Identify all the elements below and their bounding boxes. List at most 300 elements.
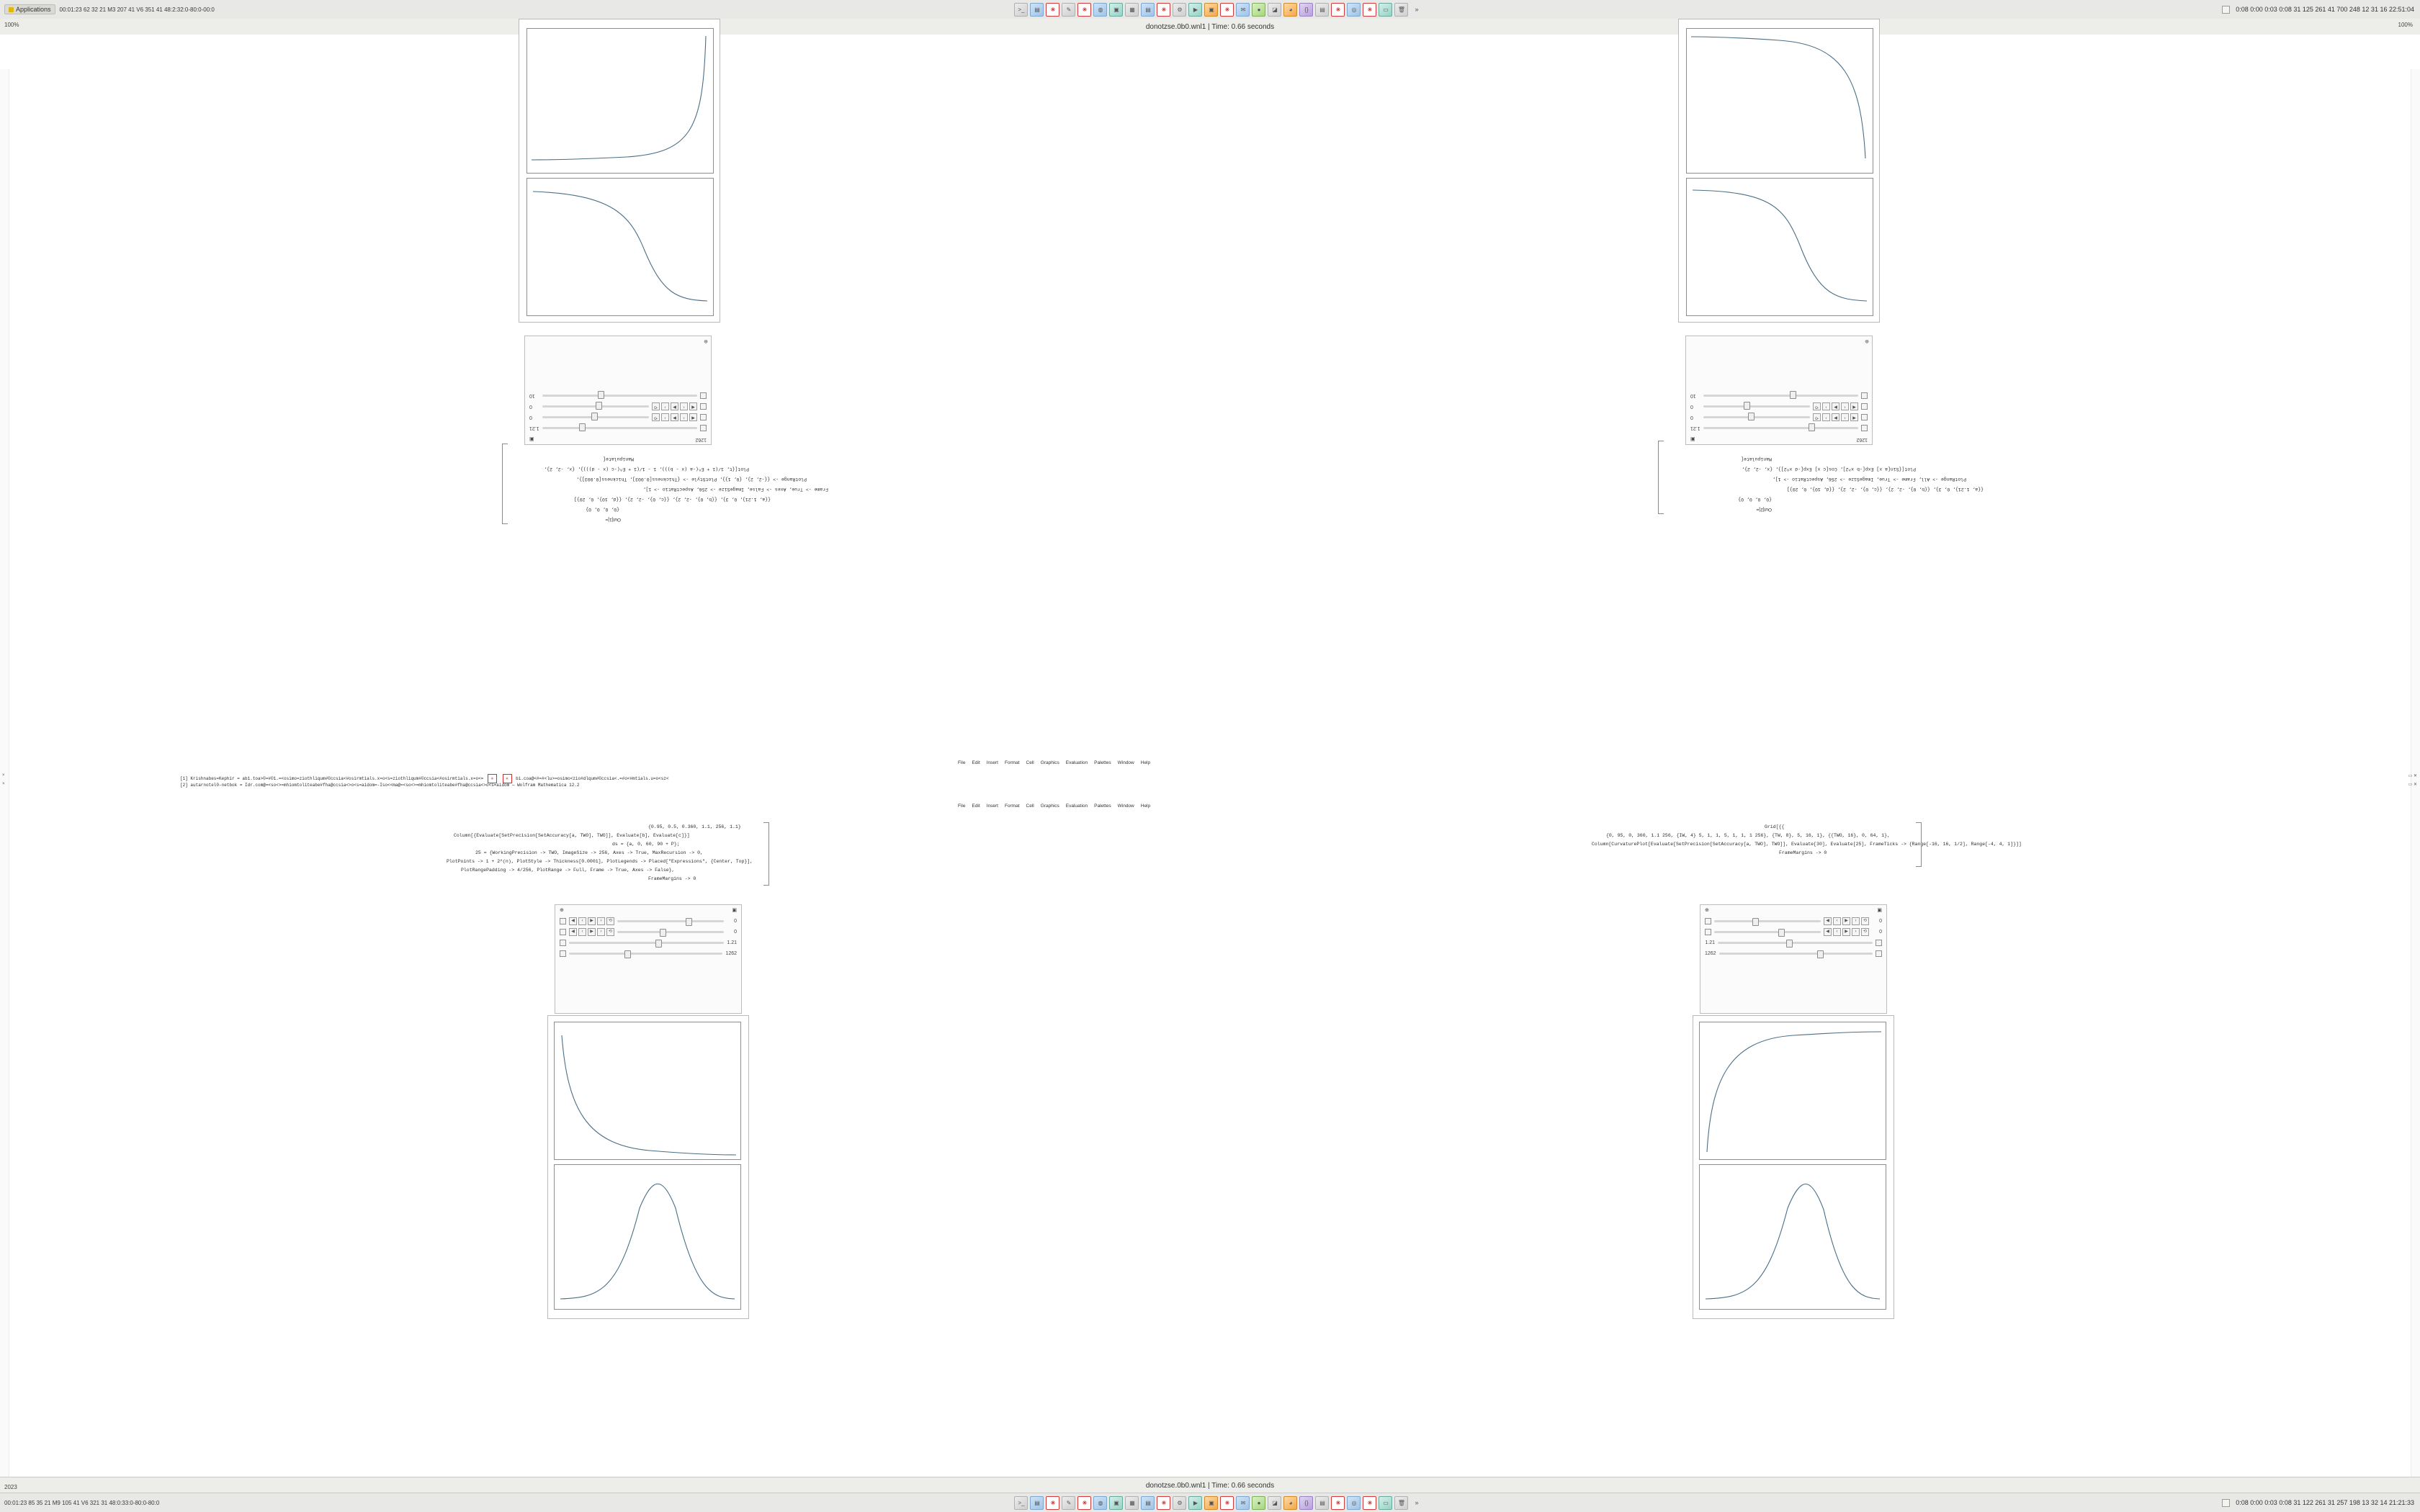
- play-back-icon[interactable]: ◀: [689, 413, 697, 421]
- alert-badge-icon-1[interactable]: ✳: [488, 774, 497, 783]
- slider-value-c: 0: [529, 404, 532, 409]
- code-icon-bottom[interactable]: {}: [1299, 1496, 1313, 1510]
- slider-label-c: 1.21: [1705, 940, 1715, 945]
- manipulate-row[interactable]: [1690, 413, 1868, 422]
- manipulate-row[interactable]: [1690, 402, 1868, 411]
- code-line: PlotRangePadding -> 4/256, PlotRange -> Full, Frame -> True, Axes -> False},: [461, 868, 675, 873]
- slider-a[interactable]: [617, 920, 724, 922]
- playback-controls-2[interactable]: [569, 928, 614, 936]
- center-code-text-1b: bi.coa@<#=#<lu>=osimo<zio#dlqum#©ccsia<.=#o<#mtials.u=o<sz<: [516, 776, 669, 782]
- plot-bottom-left-2: [554, 1164, 741, 1310]
- manipulate-menu-icon[interactable]: ⊕: [704, 338, 708, 343]
- step-forward-icon[interactable]: ›: [1822, 413, 1830, 421]
- step-forward-icon[interactable]: ›: [1822, 402, 1830, 410]
- graphics-output-bottom-right: [1693, 1015, 1894, 1319]
- row-toggle-icon[interactable]: [700, 403, 707, 410]
- calculator-icon[interactable]: ▦: [1125, 3, 1139, 17]
- menu-item-edit[interactable]: Edit: [972, 760, 980, 765]
- code-line: FrameMargins -> 0: [648, 876, 696, 881]
- code-line: Plot[{t, 1/(1 + E^(-a (x - b))), 1 - 1/(1 + E^(-c (x - d)))}, {x, -2, 2},: [544, 467, 749, 472]
- monitor-icon-bottom[interactable]: ▤: [1315, 1496, 1329, 1510]
- step-back-icon[interactable]: ‹: [578, 928, 586, 936]
- slider-b[interactable]: [542, 416, 649, 418]
- playback-controls[interactable]: [1813, 413, 1858, 421]
- slider-value-c: 0: [1690, 404, 1693, 409]
- slider-d[interactable]: [1703, 395, 1858, 397]
- slider-knob[interactable]: [598, 391, 604, 399]
- menu-item-format[interactable]: Format: [1004, 760, 1020, 765]
- notebook-quadrant-bottom-right: [1585, 819, 2022, 1475]
- slider-b[interactable]: [617, 931, 724, 933]
- slider-knob[interactable]: [1809, 423, 1815, 431]
- paint-icon-bottom[interactable]: ◕: [1283, 1496, 1297, 1510]
- row-toggle-icon[interactable]: [700, 392, 707, 399]
- manipulate-row[interactable]: [529, 402, 707, 411]
- slider-knob[interactable]: [660, 929, 666, 937]
- manipulate-row[interactable]: [560, 917, 737, 926]
- row-toggle-icon[interactable]: [700, 425, 707, 431]
- menu-item-cell[interactable]: Cell: [1026, 760, 1034, 765]
- reset-icon[interactable]: ⟲: [652, 413, 660, 421]
- taskbar-overflow-button[interactable]: »: [1415, 6, 1419, 13]
- image-viewer-icon[interactable]: ▣: [1109, 3, 1123, 17]
- plot-curve-bell-inverted: [1687, 179, 1873, 315]
- terminal-icon[interactable]: >_: [1014, 3, 1028, 17]
- menu2-item-evaluation[interactable]: Evaluation: [1065, 804, 1088, 809]
- slider-knob[interactable]: [596, 402, 602, 410]
- row-toggle-icon[interactable]: [1861, 414, 1868, 420]
- mathematica-icon-3[interactable]: ✳: [1157, 3, 1170, 17]
- reset-icon[interactable]: ⟲: [606, 928, 614, 936]
- step-back-icon[interactable]: ‹: [680, 402, 688, 410]
- manipulate-row[interactable]: [1690, 423, 1868, 433]
- slider-value-d: 1262: [725, 951, 737, 956]
- slider-value-a: 0: [734, 919, 737, 924]
- taskbar-right-group-bottom: [1867, 1499, 2420, 1507]
- clock-bottom: 0:08 0:00 0:03 0:08 31 122 261 31 257 198 13 32 14 21:21:33: [2236, 1499, 2414, 1506]
- code-line: PlotPoints -> 1 + 2^(n), PlotStyle -> Thickness[0.0001], PlotLegends -> Placed["Expressions", {Center, Top}],: [447, 859, 753, 864]
- slider-knob[interactable]: [686, 918, 692, 926]
- applications-menu-icon: [9, 7, 14, 12]
- plot-icon-bottom[interactable]: ◪: [1268, 1496, 1281, 1510]
- taskbar-left-group-bottom: [0, 1500, 566, 1506]
- slider-b[interactable]: [1703, 416, 1810, 418]
- row-toggle-icon[interactable]: [1705, 918, 1711, 924]
- step-back-icon[interactable]: ‹: [578, 917, 586, 925]
- system-taskbar-bottom: [0, 1493, 2420, 1512]
- step-forward-icon[interactable]: ›: [597, 917, 605, 925]
- manipulate-row[interactable]: [529, 413, 707, 422]
- slider-a[interactable]: [1714, 920, 1821, 922]
- plot-bottom-right-1: [1699, 1022, 1886, 1160]
- media-icon[interactable]: ▶: [1188, 3, 1202, 17]
- play-icon[interactable]: ▶: [671, 402, 678, 410]
- plot-bottom-left-1: [554, 1022, 741, 1160]
- mathematica-icon-4-bottom[interactable]: ✳: [1220, 1496, 1234, 1510]
- manipulate-row[interactable]: [1705, 917, 1882, 926]
- out-label: Out[2]=: [1756, 507, 1772, 512]
- manipulate-row[interactable]: [1705, 938, 1882, 948]
- alert-badge-icon-2[interactable]: ✳: [503, 774, 512, 783]
- slider-knob[interactable]: [1752, 918, 1759, 926]
- plot-curve-ramp-up: [1700, 1022, 1886, 1159]
- play-back-icon[interactable]: ◀: [1824, 928, 1832, 936]
- notebook-canvas: [0, 35, 2420, 1477]
- slider-knob[interactable]: [1786, 940, 1793, 948]
- mathematica-icon-6[interactable]: ✳: [1363, 3, 1376, 17]
- notebook-quadrant-top-right: [1585, 42, 1988, 726]
- playback-controls-2[interactable]: [652, 402, 697, 410]
- slider-b[interactable]: [1714, 931, 1821, 933]
- code-line: {0, 0, 0, 0}: [1738, 497, 1772, 502]
- play-icon[interactable]: ▶: [1832, 402, 1839, 410]
- folder-icon[interactable]: ▭: [1379, 3, 1392, 17]
- notebook-quadrant-bottom-left: [432, 819, 835, 1475]
- playback-controls-2[interactable]: [1813, 402, 1858, 410]
- step-forward-icon[interactable]: ›: [661, 413, 669, 421]
- row-toggle-icon[interactable]: [560, 940, 566, 946]
- manipulate-row[interactable]: [1705, 927, 1882, 937]
- mail-icon[interactable]: ✉: [1236, 3, 1250, 17]
- row-toggle-icon[interactable]: [1861, 425, 1868, 431]
- manipulate-row[interactable]: [560, 938, 737, 948]
- slider-c[interactable]: [542, 405, 649, 408]
- manipulate-panel-top-left[interactable]: [524, 336, 712, 445]
- notebook-quadrant-top-left: [432, 42, 835, 726]
- slider-knob[interactable]: [1748, 413, 1754, 420]
- applications-menu-button[interactable]: [4, 4, 55, 14]
- slider-c[interactable]: [1703, 405, 1810, 408]
- center-code-text-2: [2] autarnotel0-netbok = Idr.com@=<so<>=mhiomtoliteabe#fha@ccsia<>o<s=aidom=-Iso<<ma@=<so<>=mhiomtoliteabe#fha@ccsia<>o<s=aidom — Wolfram Mathematica 12.2: [180, 783, 580, 788]
- out-label: Out[1]=: [605, 517, 621, 522]
- paint-icon[interactable]: ◕: [1283, 3, 1297, 17]
- system-taskbar-top: [0, 0, 2420, 19]
- notes-icon-bottom[interactable]: ▤: [1141, 1496, 1155, 1510]
- manipulate-panel-top-right[interactable]: [1685, 336, 1873, 445]
- manipulate-close-icon-bottom-left[interactable]: ▣: [732, 908, 737, 913]
- code-icon[interactable]: {}: [1299, 3, 1313, 17]
- reset-icon[interactable]: ⟲: [1861, 928, 1869, 936]
- tray-square-icon-bottom[interactable]: [2222, 1499, 2230, 1507]
- media-icon-bottom[interactable]: ▶: [1188, 1496, 1202, 1510]
- graphics-output-top-left: [519, 19, 720, 323]
- slider-value-a: 1.21: [529, 426, 539, 431]
- row-toggle-icon[interactable]: [560, 950, 566, 957]
- code-line: PlotRange -> {{-2, 2}, {0, 1}}, PlotStyle -> {Thickness[0.003], Thickness[0.003]},: [576, 477, 807, 482]
- manipulate-panel-bottom-left[interactable]: [555, 904, 742, 1014]
- slider-value-a: 1.21: [1690, 426, 1700, 431]
- row-toggle-icon[interactable]: [560, 918, 566, 924]
- cell-bracket[interactable]: [1658, 441, 1664, 514]
- files-icon[interactable]: ▤: [1030, 3, 1044, 17]
- archive-icon-bottom[interactable]: ▣: [1204, 1496, 1218, 1510]
- window-control-right-1[interactable]: ▭ ✕: [2408, 774, 2417, 778]
- menu2-item-help[interactable]: Help: [1140, 804, 1151, 809]
- menu2-item-window[interactable]: Window: [1117, 804, 1134, 809]
- menu-item-file[interactable]: File: [958, 760, 966, 765]
- row-toggle-icon[interactable]: [1861, 403, 1868, 410]
- plot-top-left-1: [526, 178, 714, 316]
- monitor-icon[interactable]: ▤: [1315, 3, 1329, 17]
- code-line: 25 = {WorkingPrecision -> TWO, ImageSize -> 256, Axes -> True, MaxRecursion -> 0,: [475, 850, 703, 855]
- manipulate-close-icon-top-left[interactable]: ▣: [529, 436, 534, 441]
- row-toggle-icon[interactable]: [1705, 929, 1711, 935]
- play-back-icon[interactable]: ◀: [1824, 917, 1832, 925]
- calculator-icon-bottom[interactable]: ▦: [1125, 1496, 1139, 1510]
- plot-bottom-right-2: [1699, 1164, 1886, 1310]
- code-line: Column[CurvaturePlot[Evaluate[SetPrecision[SetAccuracy[a, TWO], TWO]], Evaluate[30], Evaluate[25], FrameTicks -> {Range[-16, 16, 1/2], Range[-4, 4, 1]}]]: [1592, 842, 2022, 847]
- play-icon[interactable]: ▶: [588, 917, 596, 925]
- mathematica-icon-2[interactable]: ✳: [1077, 3, 1091, 17]
- manipulate-gear-icon-bottom-left[interactable]: ⊕: [560, 908, 564, 913]
- mathematica-icon[interactable]: ✳: [1046, 3, 1059, 17]
- window-control-right-2[interactable]: ▭ ✕: [2408, 783, 2417, 787]
- play-icon[interactable]: ▶: [671, 413, 678, 421]
- mathematica-icon-5-bottom[interactable]: ✳: [1331, 1496, 1345, 1510]
- slider-c[interactable]: [1718, 942, 1873, 944]
- play-back-icon[interactable]: ◀: [1850, 402, 1858, 410]
- manipulate-gear-icon-bottom-right[interactable]: ⊕: [1705, 908, 1709, 913]
- slider-a[interactable]: [1703, 427, 1858, 429]
- menu-bar-top[interactable]: [958, 760, 1150, 765]
- menu-item-help[interactable]: Help: [1140, 760, 1151, 765]
- plot-top-right-1: [1686, 178, 1873, 316]
- trash-icon-bottom[interactable]: 🗑: [1394, 1496, 1408, 1510]
- window-title-top: donotzse.0b0.wnl1 | Time: 0.66 seconds: [1145, 22, 1275, 31]
- mathematica-icon-2-bottom[interactable]: ✳: [1077, 1496, 1091, 1510]
- code-line: FrameMargins -> 0: [1779, 850, 1827, 855]
- chat-icon[interactable]: ●: [1252, 3, 1265, 17]
- play-back-icon[interactable]: ◀: [1850, 413, 1858, 421]
- menu2-item-format[interactable]: Format: [1004, 804, 1020, 809]
- manipulate-row[interactable]: [560, 927, 737, 937]
- plot-curve-decay: [1687, 29, 1873, 173]
- code-line: {0, 95, 0, 360, 1.1 256, {IW, 4} 5, 1, 1, 5, 1, 1, 1 256}, {TW, 8}, 5, 16, 1}, {{TWO, 16}, 0, 64, 1},: [1606, 833, 1890, 838]
- plot-curve-exp-decay: [555, 1022, 740, 1159]
- image-viewer-icon-bottom[interactable]: ▣: [1109, 1496, 1123, 1510]
- taskbar-left-group: [0, 4, 566, 14]
- manipulate-row[interactable]: [560, 949, 737, 958]
- window-titlebar-top: [0, 19, 2420, 35]
- taskbar-right-group: [1867, 6, 2420, 14]
- slider-knob[interactable]: [591, 413, 598, 420]
- menu-item-evaluation[interactable]: Evaluation: [1065, 760, 1088, 765]
- slider-value-d: 10: [1690, 393, 1696, 398]
- slider-c[interactable]: [569, 942, 724, 944]
- cell-bracket[interactable]: [1916, 822, 1922, 867]
- plot-curve-sigmoid-rise: [1700, 1165, 1886, 1309]
- slider-value-b: 0: [1690, 415, 1693, 420]
- manipulate-close-icon-top-right[interactable]: ▣: [1690, 436, 1695, 441]
- code-line: Frame -> True, Axes -> False, ImageSize -> 256, AspectRatio -> 1],: [642, 487, 828, 492]
- manipulate-panel-bottom-right[interactable]: [1700, 904, 1887, 1014]
- tray-square-icon[interactable]: [2222, 6, 2230, 14]
- graphics-output-top-right: [1678, 19, 1880, 323]
- step-back-icon[interactable]: ‹: [1841, 413, 1849, 421]
- notes-icon[interactable]: ▤: [1141, 3, 1155, 17]
- row-toggle-icon[interactable]: [560, 929, 566, 935]
- slider-value-a: 0: [1879, 919, 1882, 924]
- menu-item-palettes[interactable]: Palettes: [1094, 760, 1111, 765]
- slider-knob[interactable]: [655, 940, 662, 948]
- chat-icon-bottom[interactable]: ●: [1252, 1496, 1265, 1510]
- mathematica-icon-5[interactable]: ✳: [1331, 3, 1345, 17]
- plot-top-right-2: [1686, 28, 1873, 174]
- slider-knob[interactable]: [1778, 929, 1785, 937]
- slider-a[interactable]: [542, 427, 697, 429]
- step-back-icon[interactable]: ‹: [1833, 917, 1841, 925]
- slider-value-c: 1.21: [727, 940, 737, 945]
- center-code-line-2[interactable]: [180, 783, 580, 788]
- slider-knob[interactable]: [1744, 402, 1750, 410]
- code-line: {0, 0, 0, 0}: [586, 507, 619, 512]
- play-icon[interactable]: ▶: [1842, 928, 1850, 936]
- code-line: {{a, 1.21}, 0, 3}, {{b, 0}, -2, 2}, {{c, 0}, -2, 2}, {{d, 10}, 0, 20}]: [1786, 487, 1984, 492]
- text-editor-icon-bottom[interactable]: ✎: [1062, 1496, 1075, 1510]
- code-line: {0.95, 0.5, 0.360, 1.1, 256, 1.1}: [648, 824, 741, 829]
- plot-curve-gaussian: [555, 1165, 740, 1309]
- reset-icon[interactable]: ⟲: [652, 402, 660, 410]
- plot-curve-sigmoid-falling: [527, 179, 713, 315]
- slider-knob[interactable]: [624, 950, 631, 958]
- code-line: Grid[{{: [1765, 824, 1785, 829]
- system-status-left: 00:01:23 62 32 21 M3 207 41 V6 351 41 48:2:32:0-80:0-00:0: [59, 6, 215, 13]
- window-titlebar-bottom: [0, 1477, 2420, 1493]
- menu-item-window[interactable]: Window: [1117, 760, 1134, 765]
- corner-label-top-left: 100%: [4, 22, 19, 28]
- mathematica-icon-4[interactable]: ✳: [1220, 3, 1234, 17]
- row-toggle-icon[interactable]: [1861, 392, 1868, 399]
- step-forward-icon[interactable]: ›: [597, 928, 605, 936]
- mathematica-icon-6-bottom[interactable]: ✳: [1363, 1496, 1376, 1510]
- cell-bracket[interactable]: [502, 444, 508, 524]
- menu2-item-file[interactable]: File: [958, 804, 966, 809]
- mail-icon-bottom[interactable]: ✉: [1236, 1496, 1250, 1510]
- mathematica-icon-3-bottom[interactable]: ✳: [1157, 1496, 1170, 1510]
- system-status-bottom: 00:01:23 85 35 21 M9 105 41 V6 321 31 48:0:33:0-80:0-80:0: [4, 1499, 160, 1506]
- trash-icon[interactable]: 🗑: [1394, 3, 1408, 17]
- files-icon-bottom[interactable]: ▤: [1030, 1496, 1044, 1510]
- slider-value-b: 0: [734, 930, 737, 935]
- reset-icon[interactable]: ⟲: [606, 917, 614, 925]
- terminal-icon-bottom[interactable]: >_: [1014, 1496, 1028, 1510]
- close-marker-1[interactable]: ×: [2, 773, 5, 778]
- play-back-icon[interactable]: ◀: [569, 928, 577, 936]
- playback-controls[interactable]: [569, 917, 614, 925]
- cell-bracket[interactable]: [763, 822, 769, 886]
- playback-controls-2[interactable]: [1824, 928, 1869, 936]
- slider-value-d: 10: [529, 393, 535, 398]
- manipulate-close-icon-bottom-right[interactable]: ▣: [1877, 908, 1882, 913]
- menu2-item-graphics[interactable]: Graphics: [1040, 804, 1059, 809]
- menu2-item-edit[interactable]: Edit: [972, 804, 980, 809]
- code-line: ds = {a, 0, 60, 90 + P};: [612, 842, 680, 847]
- step-back-icon[interactable]: ‹: [1841, 402, 1849, 410]
- window-title-bottom: donotzse.0b0.wnl1 | Time: 0.66 seconds: [1145, 1481, 1275, 1490]
- step-back-icon[interactable]: ‹: [680, 413, 688, 421]
- plot-icon[interactable]: ◪: [1268, 3, 1281, 17]
- reset-icon[interactable]: ⟲: [1813, 402, 1821, 410]
- taskbar-icons-bottom: [566, 1496, 1867, 1510]
- browser-icon-bottom[interactable]: ◍: [1093, 1496, 1107, 1510]
- corner-label-top-right: 100%: [2398, 22, 2413, 28]
- playback-controls[interactable]: [1824, 917, 1869, 925]
- play-icon[interactable]: ▶: [1832, 413, 1839, 421]
- menu2-item-cell[interactable]: Cell: [1026, 804, 1034, 809]
- play-back-icon[interactable]: ◀: [569, 917, 577, 925]
- center-interaction-band: [0, 760, 2420, 816]
- clock-top: 0:08 0:00 0:03 0:08 31 125 261 41 700 248 12 31 16 22:51:04: [2236, 6, 2414, 13]
- folder-icon-bottom[interactable]: ▭: [1379, 1496, 1392, 1510]
- slider-d[interactable]: [1719, 953, 1873, 955]
- menu2-item-insert[interactable]: Insert: [986, 804, 998, 809]
- menu-item-insert[interactable]: Insert: [986, 760, 998, 765]
- step-forward-icon[interactable]: ›: [1852, 917, 1860, 925]
- play-icon[interactable]: ▶: [1842, 917, 1850, 925]
- manipulate-row[interactable]: [529, 391, 707, 400]
- text-editor-icon[interactable]: ✎: [1062, 3, 1075, 17]
- slider-knob[interactable]: [1790, 391, 1796, 399]
- slider-value-b: 0: [529, 415, 532, 420]
- slider-knob[interactable]: [579, 423, 586, 431]
- slider-knob[interactable]: [1817, 950, 1824, 958]
- manipulate-row[interactable]: [1690, 391, 1868, 400]
- code-line: Manipulate[: [1741, 456, 1772, 462]
- slider-d[interactable]: [569, 953, 722, 955]
- row-toggle-icon[interactable]: [1876, 940, 1882, 946]
- step-forward-icon[interactable]: ›: [661, 402, 669, 410]
- play-icon[interactable]: ▶: [588, 928, 596, 936]
- menu2-item-palettes[interactable]: Palettes: [1094, 804, 1111, 809]
- taskbar-icons-top: [566, 3, 1867, 17]
- browser-icon[interactable]: ◍: [1093, 3, 1107, 17]
- plot-top-left-2: [526, 28, 714, 174]
- settings-icon[interactable]: ⚙: [1173, 3, 1186, 17]
- archive-icon[interactable]: ▣: [1204, 3, 1218, 17]
- corner-label-bottom-left: 2023: [4, 1484, 17, 1490]
- manipulate-title-top-left: 1262: [695, 437, 707, 442]
- play-back-icon[interactable]: ◀: [689, 402, 697, 410]
- reset-icon[interactable]: ⟲: [1813, 413, 1821, 421]
- taskbar-overflow-button-bottom[interactable]: »: [1415, 1499, 1419, 1506]
- close-marker-2[interactable]: ×: [2, 782, 5, 786]
- playback-controls[interactable]: [652, 413, 697, 421]
- slider-d[interactable]: [542, 395, 697, 397]
- row-toggle-icon[interactable]: [1876, 950, 1882, 957]
- center-code-text-1: [1] Krishnabes=Kephir = ab1.toa>©=#©1.=<osimo=ziothliqum#©ccsia<#osirmtials.x=o<s=ziothliqum#©ccsia<#osirmtials.x=o<=: [180, 776, 484, 782]
- code-line: Column[{Evaluate[SetPrecision[SetAccuracy[a, TWO], TWO]], Evaluate[b], Evaluate[c]}]: [454, 833, 690, 838]
- manipulate-row[interactable]: [1705, 949, 1882, 958]
- step-back-icon[interactable]: ‹: [1833, 928, 1841, 936]
- menu-bar-bottom[interactable]: [958, 804, 1150, 809]
- plot-curve-saturating-rise: [527, 29, 713, 173]
- manipulate-menu-icon[interactable]: ⊕: [1865, 338, 1869, 343]
- disk-icon-bottom[interactable]: ◎: [1347, 1496, 1361, 1510]
- code-line: {{a, 1.21}, 0, 3}, {{b, 0}, -2, 2}, {{c, 0}, -2, 2}, {{d, 10}, 0, 20}]: [573, 497, 771, 502]
- step-forward-icon[interactable]: ›: [1852, 928, 1860, 936]
- graphics-output-bottom-left: [547, 1015, 749, 1319]
- reset-icon[interactable]: ⟲: [1861, 917, 1869, 925]
- disk-icon[interactable]: ◎: [1347, 3, 1361, 17]
- code-line: Plot[{Sin[a x] Exp[-b x^2], Cos[c x] Exp[-d x^2]}, {x, -2, 2},: [1742, 467, 1916, 472]
- row-toggle-icon[interactable]: [700, 414, 707, 420]
- menu-item-graphics[interactable]: Graphics: [1040, 760, 1059, 765]
- manipulate-row[interactable]: [529, 423, 707, 433]
- code-line: Manipulate[: [603, 456, 634, 462]
- mathematica-icon-bottom[interactable]: ✳: [1046, 1496, 1059, 1510]
- slider-label-d: 1262: [1705, 951, 1716, 956]
- settings-icon-bottom[interactable]: ⚙: [1173, 1496, 1186, 1510]
